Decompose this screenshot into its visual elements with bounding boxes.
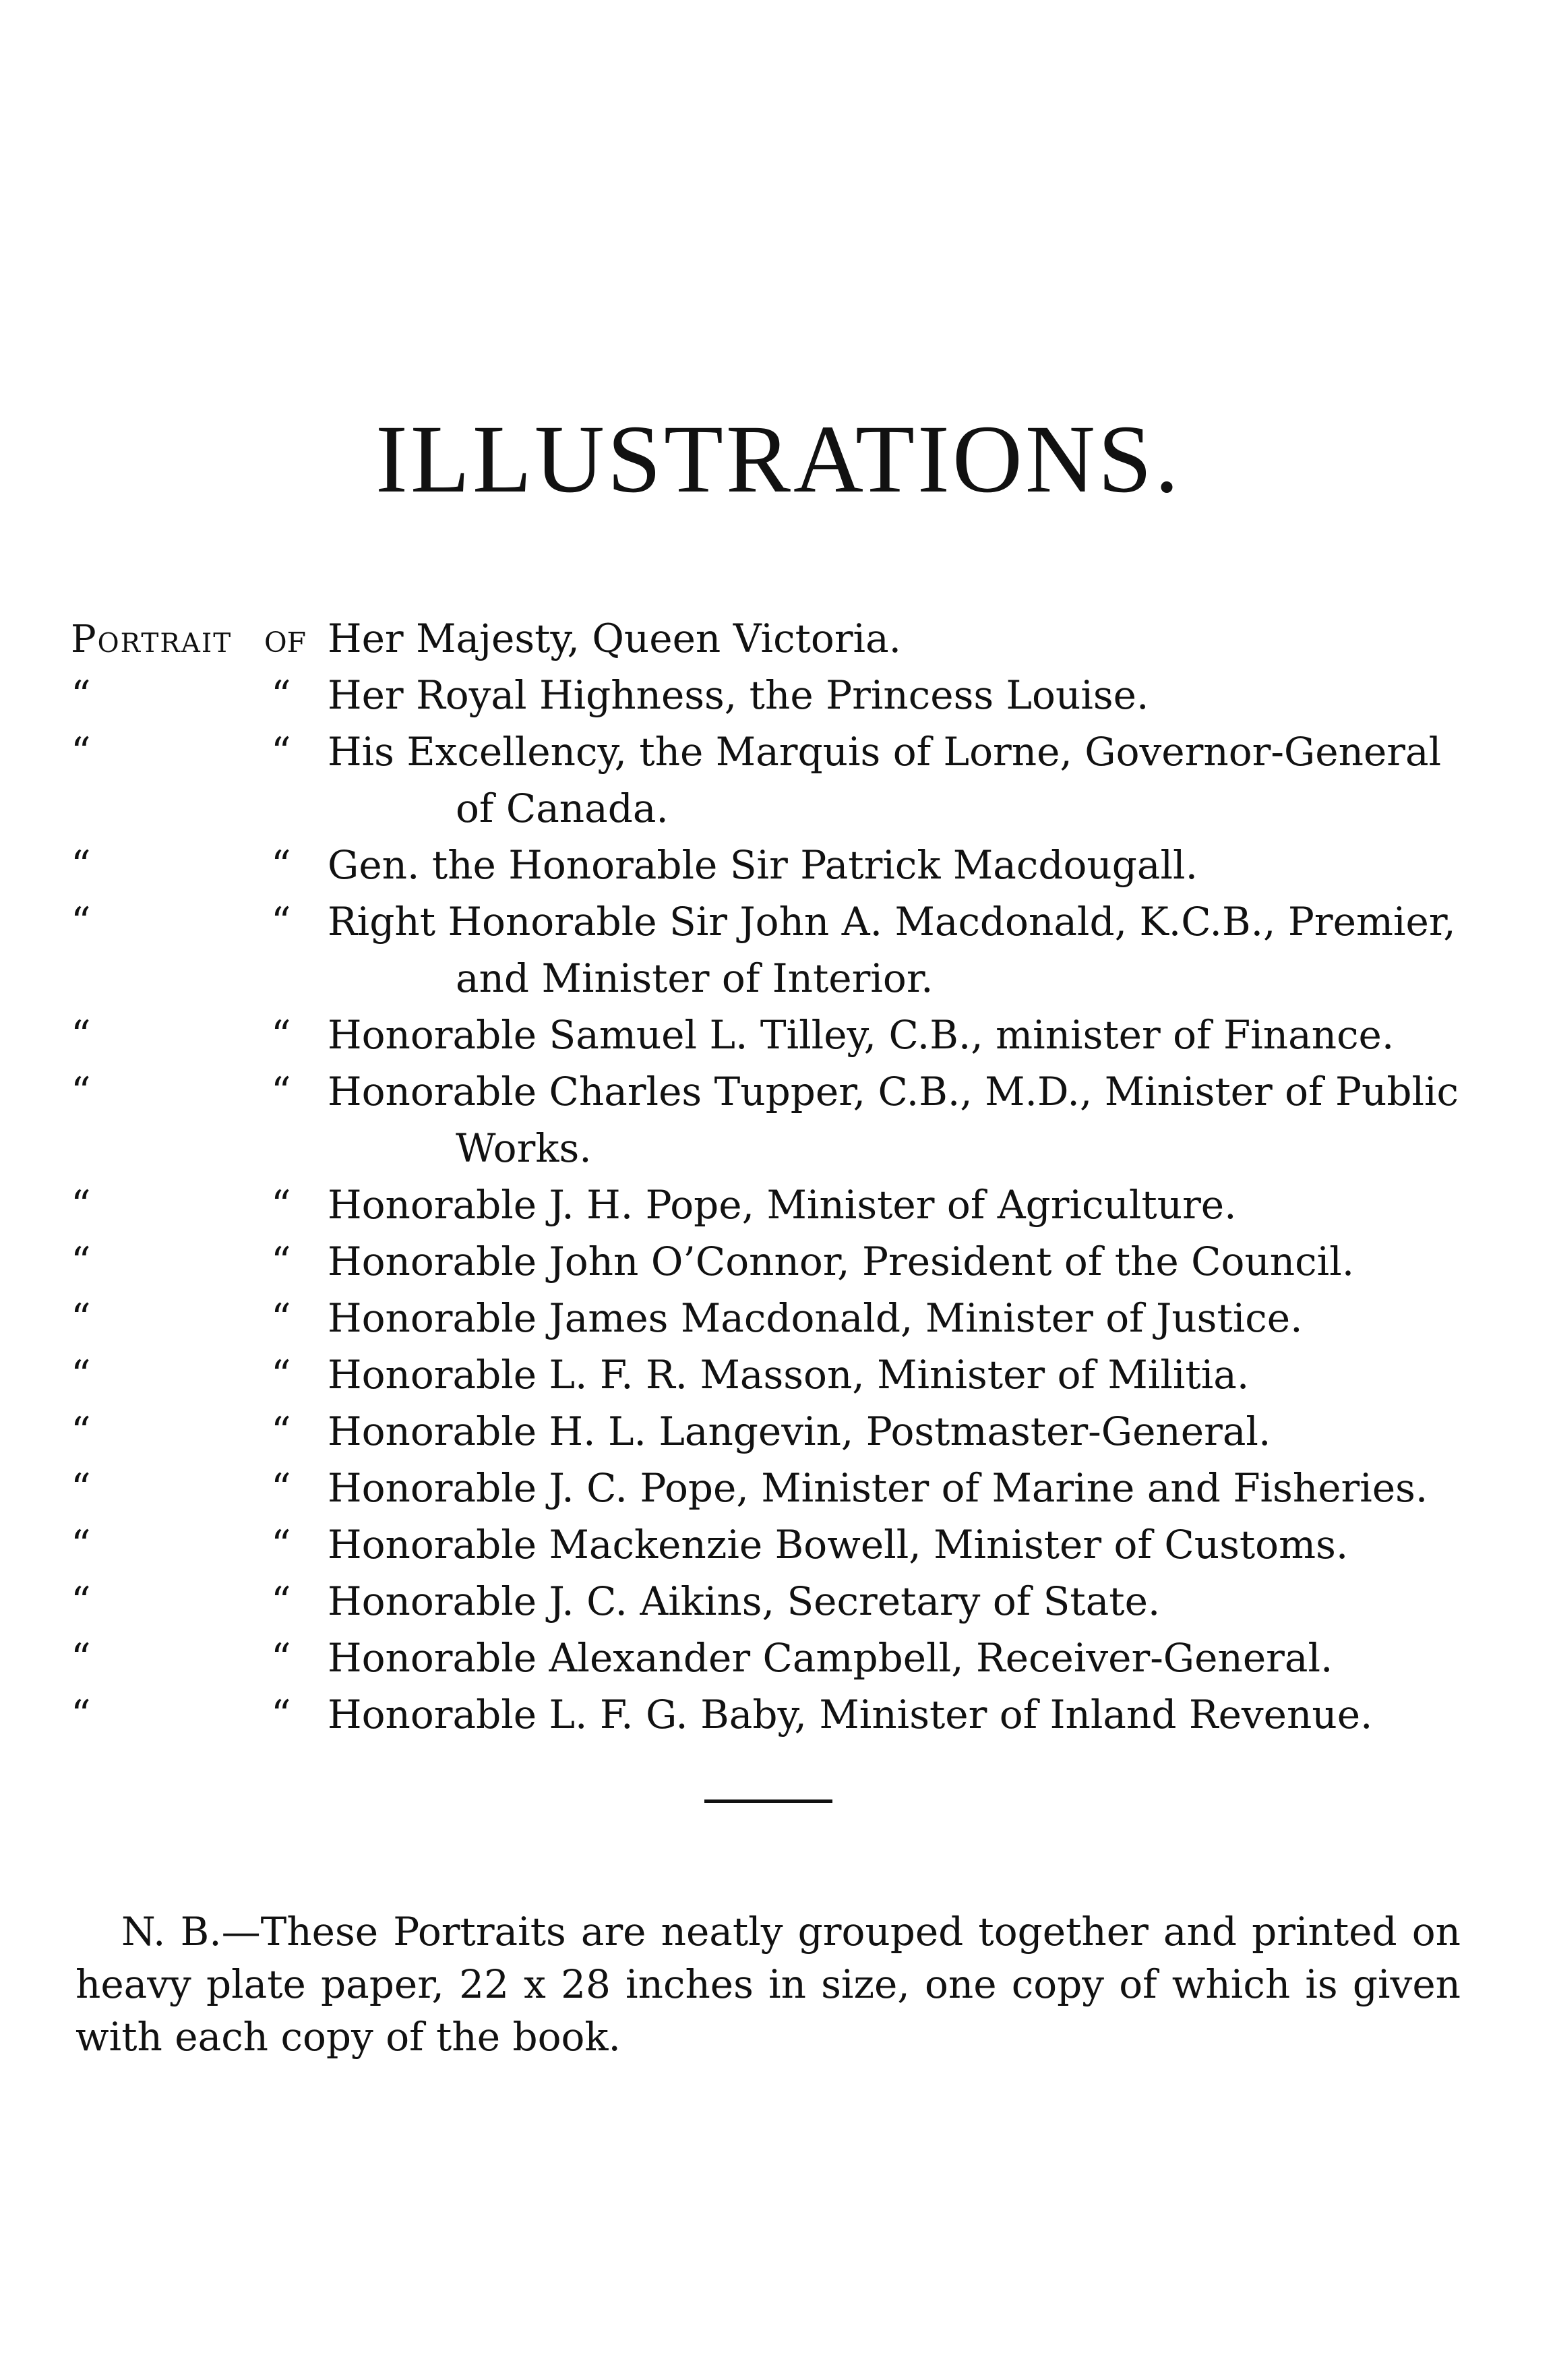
ditto-mark: “ <box>71 1069 91 1114</box>
entry-text <box>328 837 1487 893</box>
ditto-mark: “ <box>271 1465 291 1511</box>
entry-line: Honorable J. H. Pope, Minister of Agriculture. <box>328 1182 1237 1228</box>
ditto-mark: “ <box>71 1182 91 1228</box>
entry-line: Gen. the Honorable Sir Patrick Macdougall. <box>328 842 1198 888</box>
entry-text <box>328 723 1487 837</box>
ditto-mark: “ <box>271 1408 291 1454</box>
list-item <box>0 1573 1557 1630</box>
entry-line: Honorable Alexander Campbell, Receiver-General. <box>328 1635 1333 1681</box>
list-item <box>0 1346 1557 1403</box>
ditto-mark: “ <box>71 1239 91 1284</box>
entry-text <box>328 610 1487 667</box>
divider-rule <box>704 1799 832 1803</box>
ditto-mark: “ <box>271 729 291 775</box>
ditto-mark: “ <box>71 842 91 888</box>
entry-text <box>328 1516 1487 1573</box>
entry-text <box>328 667 1487 723</box>
ditto-mark: “ <box>271 1182 291 1228</box>
entry-line: Honorable J. C. Pope, Minister of Marine and Fisheries. <box>328 1465 1428 1511</box>
entry-continuation: and Minister of Interior. <box>456 955 934 1001</box>
list-item <box>0 1290 1557 1346</box>
entry-line: Honorable H. L. Langevin, Postmaster-General. <box>328 1408 1271 1454</box>
entry-line: Her Royal Highness, the Princess Louise. <box>328 672 1149 718</box>
entry-text <box>328 1630 1487 1686</box>
entry-line: Honorable L. F. R. Masson, Minister of Militia. <box>328 1352 1250 1398</box>
ditto-mark: “ <box>271 1635 291 1681</box>
ditto-mark: “ <box>71 1012 91 1058</box>
note-paragraph: N. B.—These Portraits are neatly grouped together and printed on heavy plate paper, 22 x 28 inches in size, one copy of which is given with each copy of the book. <box>75 1909 1461 2060</box>
ditto-mark: “ <box>271 1692 291 1737</box>
entry-line: His Excellency, the Marquis of Lorne, Governor-General <box>328 729 1442 775</box>
of-label <box>264 610 306 667</box>
entry-text <box>328 1233 1487 1290</box>
entry-line: Honorable Samuel L. Tilley, C.B., minister of Finance. <box>328 1012 1395 1058</box>
entry-text <box>328 1403 1487 1460</box>
entry-text <box>328 1686 1487 1743</box>
list-item <box>0 1063 1557 1177</box>
ditto-mark: “ <box>71 899 91 945</box>
portrait-label <box>71 610 232 668</box>
ditto-mark: “ <box>271 1578 291 1624</box>
entry-text <box>328 893 1487 1007</box>
ditto-mark: “ <box>271 1012 291 1058</box>
ditto-mark: “ <box>71 1408 91 1454</box>
list-item <box>0 1403 1557 1460</box>
list-item <box>0 837 1557 893</box>
ditto-mark: “ <box>71 672 91 718</box>
entry-line: Honorable L. F. G. Baby, Minister of Inland Revenue. <box>328 1692 1373 1737</box>
ditto-mark: “ <box>271 899 291 945</box>
list-item <box>0 893 1557 1007</box>
ditto-mark: “ <box>71 1578 91 1624</box>
entry-text <box>328 1346 1487 1403</box>
list-item <box>0 1460 1557 1516</box>
list-item <box>0 1516 1557 1573</box>
ditto-mark: “ <box>271 1239 291 1284</box>
entry-line: Right Honorable Sir John A. Macdonald, K.C.B., Premier, <box>328 899 1456 945</box>
portrait-label-text: Portrait <box>71 618 233 661</box>
entry-text <box>328 1290 1487 1346</box>
list-item <box>0 1686 1557 1743</box>
entry-text <box>328 1573 1487 1630</box>
entry-text <box>328 1007 1487 1063</box>
entry-text <box>328 1063 1487 1177</box>
entry-line: Honorable Charles Tupper, C.B., M.D., Minister of Public <box>328 1069 1459 1114</box>
ditto-mark: “ <box>271 842 291 888</box>
ditto-mark: “ <box>271 1069 291 1114</box>
list-item <box>0 723 1557 837</box>
entry-continuation: of Canada. <box>456 785 669 831</box>
ditto-mark: “ <box>71 1352 91 1398</box>
entry-text <box>328 1177 1487 1233</box>
ditto-mark: “ <box>271 1352 291 1398</box>
ditto-mark: “ <box>271 1522 291 1568</box>
list-item <box>0 1177 1557 1233</box>
entry-text <box>328 1460 1487 1516</box>
of-label-text: of <box>264 616 307 661</box>
list-item <box>0 1233 1557 1290</box>
entry-line: Honorable J. C. Aikins, Secretary of State. <box>328 1578 1161 1624</box>
ditto-mark: “ <box>71 1635 91 1681</box>
ditto-mark: “ <box>71 1465 91 1511</box>
list-item <box>0 667 1557 723</box>
entry-line: Honorable John O’Connor, President of the Council. <box>328 1239 1355 1284</box>
list-item <box>0 610 1557 667</box>
ditto-mark: “ <box>271 672 291 718</box>
ditto-mark: “ <box>71 1522 91 1568</box>
ditto-mark: “ <box>71 729 91 775</box>
entry-line: Honorable Mackenzie Bowell, Minister of Customs. <box>328 1522 1349 1568</box>
entry-line: Her Majesty, Queen Victoria. <box>328 616 902 661</box>
list-item <box>0 1007 1557 1063</box>
ditto-mark: “ <box>71 1692 91 1737</box>
ditto-mark: “ <box>271 1295 291 1341</box>
entry-continuation: Works. <box>456 1125 592 1171</box>
page-title: ILLUSTRATIONS. <box>375 406 1182 513</box>
list-item <box>0 1630 1557 1686</box>
ditto-mark: “ <box>71 1295 91 1341</box>
illustrations-list <box>0 610 1557 1743</box>
entry-line: Honorable James Macdonald, Minister of Justice. <box>328 1295 1303 1341</box>
